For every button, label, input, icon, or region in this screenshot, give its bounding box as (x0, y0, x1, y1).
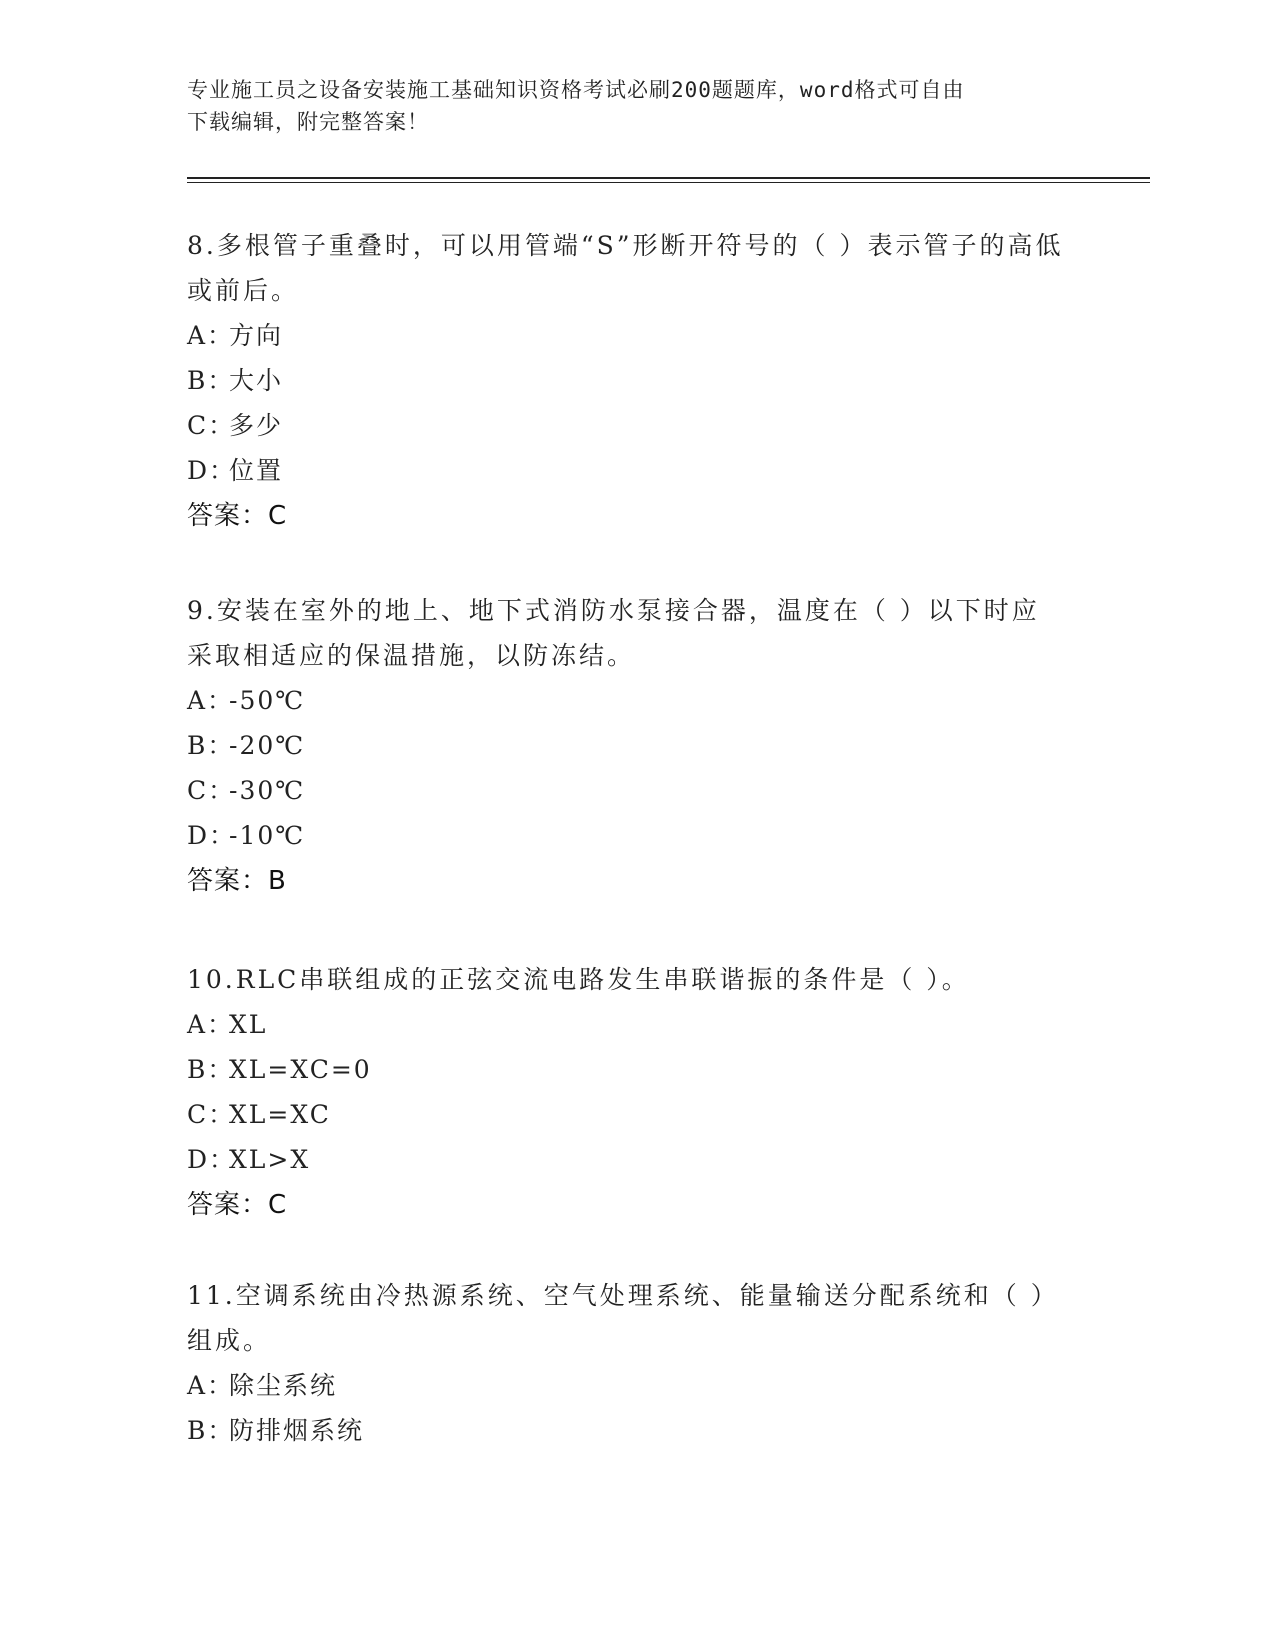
option-text: 多少 (229, 411, 284, 440)
option-d (187, 813, 1067, 858)
option-key: D： (187, 1145, 237, 1174)
question-stem: 9.安装在室外的地上、地下式消防水泵接合器，温度在（ ）以下时应采取相适应的保温措施，以防冻结。 (187, 596, 1040, 670)
option-text: 位置 (229, 456, 284, 485)
question-9 (187, 588, 1067, 904)
option-key: D： (187, 456, 237, 485)
option-c (187, 768, 1067, 813)
option-c (187, 403, 1067, 448)
option-text: XL (229, 1010, 268, 1039)
option-text: 大小 (229, 366, 284, 395)
option-b (187, 723, 1067, 768)
answer-label: 答案：C (187, 501, 288, 531)
option-key: A： (187, 1371, 235, 1400)
question-stem: 11.空调系统由冷热源系统、空气处理系统、能量输送分配系统和（ ）组成。 (187, 1281, 1059, 1355)
option-text: -10℃ (229, 821, 306, 850)
question-stem: 10.RLC串联组成的正弦交流电路发生串联谐振的条件是（ ）。 (187, 965, 970, 994)
option-key: A： (187, 686, 235, 715)
option-b (187, 358, 1067, 403)
option-text: -30℃ (229, 776, 306, 805)
option-key: D： (187, 821, 237, 850)
option-key: C： (187, 411, 236, 440)
option-key: B： (187, 731, 235, 760)
option-text: -50℃ (229, 686, 306, 715)
option-b (187, 1047, 1067, 1092)
header-divider-thin (187, 182, 1150, 183)
option-text: XL=XC (229, 1100, 331, 1129)
option-key: B： (187, 366, 235, 395)
answer-label: 答案：C (187, 1190, 288, 1220)
option-b (187, 1408, 1067, 1453)
option-a (187, 1363, 1067, 1408)
option-d (187, 448, 1067, 493)
option-a (187, 678, 1067, 723)
option-d (187, 1137, 1067, 1182)
header-title-line-1: 专业施工员之设备安装施工基础知识资格考试必刷200题题库，word格式可自由 (187, 78, 965, 102)
option-text: 除尘系统 (229, 1371, 338, 1400)
answer-label: 答案：B (187, 866, 287, 896)
option-text: -20℃ (229, 731, 306, 760)
option-text: XL>X (229, 1145, 311, 1174)
header-title-line-2: 下载编辑，附完整答案！ (187, 110, 429, 134)
option-key: C： (187, 776, 236, 805)
question-stem: 8.多根管子重叠时，可以用管端“S”形断开符号的（ ）表示管子的高低或前后。 (187, 231, 1064, 305)
question-10 (187, 957, 1067, 1228)
option-key: A： (187, 321, 235, 350)
option-key: A： (187, 1010, 235, 1039)
question-11 (187, 1273, 1067, 1453)
option-text: 方向 (229, 321, 284, 350)
option-a (187, 313, 1067, 358)
option-a (187, 1002, 1067, 1047)
header-divider-thick (187, 177, 1150, 179)
option-c (187, 1092, 1067, 1137)
option-text: 防排烟系统 (229, 1416, 365, 1445)
option-key: B： (187, 1416, 235, 1445)
document-header (187, 74, 1087, 138)
question-8 (187, 223, 1067, 539)
option-key: B： (187, 1055, 235, 1084)
option-key: C： (187, 1100, 236, 1129)
option-text: XL=XC=0 (229, 1055, 372, 1084)
